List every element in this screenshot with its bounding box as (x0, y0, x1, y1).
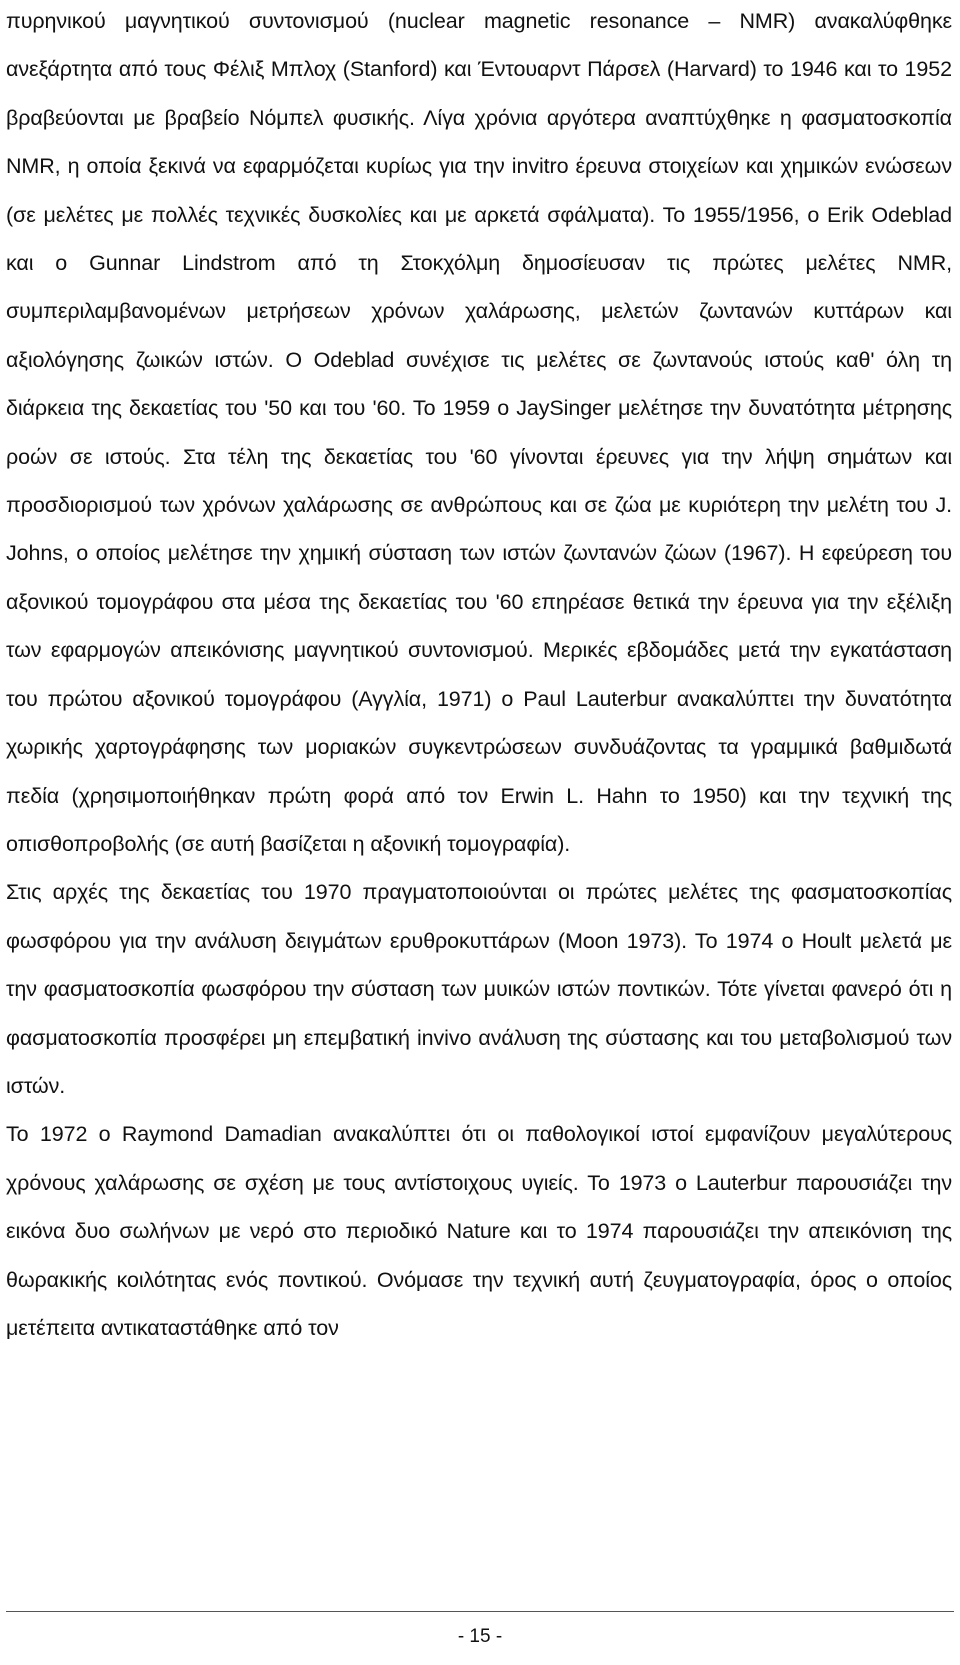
body-text (6, 0, 952, 1352)
paragraph-nmr-history: πυρηνικού μαγνητικού συντονισμού (nuclear magnetic resonance – NMR) ανακαλύφθηκε ανεξάρτητα από τους Φέλιξ Μπλοχ (Stanford) και Έντουαρντ Πάρσελ (Harvard) το 1946 και το 1952 βραβεύονται με βραβείο Νόμπελ φυσικής. Λίγα χρόνια αργότερα αναπτύχθηκε η φασματοσκοπία NMR, η οποία ξεκινά να εφαρμόζεται κυρίως για την invitro έρευνα στοιχείων και χημικών ενώσεων (σε μελέτες με πολλές τεχνικές δυσκολίες και με αρκετά σφάλματα). Το 1955/1956, ο Erik Odeblad και ο Gunnar Lindstrom από τη Στοκχόλμη δημοσίευσαν τις πρώτες μελέτες NMR, συμπεριλαμβανομένων μετρήσεων χρόνων χαλάρωσης, μελετών ζωντανών κυττάρων και αξιολόγησης ζωικών ιστών. Ο Odeblad συνέχισε τις μελέτες σε ζωντανούς ιστούς καθ' όλη τη διάρκεια της δεκαετίας του '50 και του '60. Το 1959 ο JaySinger μελέτησε την δυνατότητα μέτρησης ροών σε ιστούς. Στα τέλη της δεκαετίας του '60 γίνονται έρευνες για την λήψη σημάτων και προσδιορισμού των χρόνων χαλάρωσης σε ανθρώπους και σε ζώα με κυριότερη την μελέτη του J. Johns, ο οποίος μελέτησε την χημική σύσταση των ιστών ζωντανών ζώων (1967). Η εφεύρεση του αξονικού τομογράφου στα μέσα της δεκαετίας του '60 επηρέασε θετικά την έρευνα για την εξέλιξη των εφαρμογών απεικόνισης μαγνητικού συντονισμού. Μερικές εβδομάδες μετά την εγκατάσταση του πρώτου αξονικού τομογράφου (Αγγλία, 1971) ο Paul Lauterbur ανακαλύπτει την δυνατότητα χωρικής χαρτογράφησης των μοριακών συγκεντρώσεων συνδυάζοντας τα γραμμικά βαθμιδωτά πεδία (χρησιμοποιήθηκαν πρώτη φορά από τον Erwin L. Hahn το 1950) και την τεχνική της οπισθοπροβολής (σε αυτή βασίζεται η αξονική τομογραφία). (6, 9, 952, 856)
paragraph-damadian-lauterbur: Το 1972 ο Raymond Damadian ανακαλύπτει ότι οι παθολογικοί ιστοί εμφανίζουν μεγαλύτερους χρόνους χαλάρωσης σε σχέση με τους αντίστοιχους υγιείς. Το 1973 ο Lauterbur παρουσιάζει την εικόνα δυο σωλήνων με νερό στο περιοδικό Nature και το 1974 παρουσιάζει την απεικόνιση της θωρακικής κοιλότητας ενός ποντικού. Ονόμασε την τεχνική αυτή ζευγματογραφία, όρος ο οποίος μετέπειτα αντικαταστάθηκε από τον (6, 1122, 952, 1340)
page-number: - 15 - (457, 1626, 503, 1647)
paragraph-phosphorus-spectroscopy: Στις αρχές της δεκαετίας του 1970 πραγματοποιούνται οι πρώτες μελέτες της φασματοσκοπίας φωσφόρου για την ανάλυση δειγμάτων ερυθροκυττάρων (Moon 1973). Το 1974 ο Hoult μελετά με την φασματοσκοπία φωσφόρου την σύσταση των μυικών ιστών ποντικών. Τότε γίνεται φανερό ότι η φασματοσκοπία προσφέρει μη επεμβατική invivo ανάλυση της σύστασης και του μεταβολισμού των ιστών. (6, 880, 952, 1098)
footer-divider (6, 1611, 954, 1612)
